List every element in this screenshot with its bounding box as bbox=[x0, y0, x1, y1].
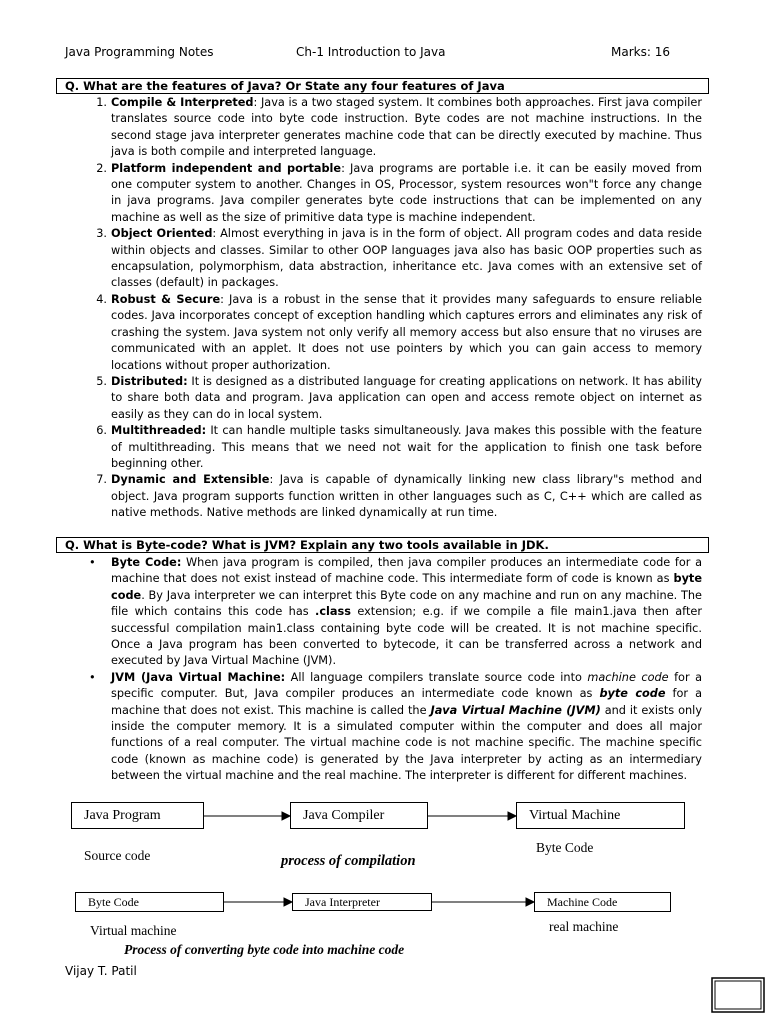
item-term: Object Oriented bbox=[111, 227, 213, 241]
item-number: 3. bbox=[96, 227, 107, 241]
item-text: : Java is a two staged system. It combines both approaches. First java compiler translates source code into byte code instruction. Byte codes are not machine instructions. In the second stage java interpreter generates machine code that can be directly executed by machine. Thus java is both compile and interpreted language. bbox=[111, 96, 702, 159]
footer-author: Vijay T. Patil bbox=[65, 964, 137, 978]
caption-process-of-compilation: process of compilation bbox=[281, 853, 416, 869]
question-1-title: Q. What are the features of Java? Or State any four features of Java bbox=[56, 78, 709, 94]
page-corner-icon bbox=[710, 972, 766, 1016]
item-text: for a machine that does not exist. This machine is called the bbox=[111, 687, 702, 717]
item-bold-italic: byte code bbox=[599, 687, 666, 701]
item-term: Compile & Interpreted bbox=[111, 96, 254, 109]
caption-converting-byte-code: Process of converting byte code into machine code bbox=[124, 942, 405, 957]
label-real-machine: real machine bbox=[549, 919, 619, 934]
arrow-1-head bbox=[282, 812, 290, 820]
header-left: Java Programming Notes bbox=[65, 45, 214, 59]
arrow-3-head bbox=[284, 898, 292, 906]
item-text: When java program is compiled, then java compiler produces an intermediate code for a machine that does not exist instead of machine code. This intermediate form of code is known as bbox=[111, 556, 702, 586]
arrow-4-head bbox=[526, 898, 534, 906]
header-right: Marks: 16 bbox=[611, 45, 670, 59]
item-bold: byte code bbox=[111, 572, 702, 602]
label-source-code: Source code bbox=[84, 848, 151, 863]
item-term: Byte Code: bbox=[111, 556, 182, 569]
item-text: It is designed as a distributed language for creating applications on network. It has ability to share both data and program. Java application can open and access remote object on internet as easily as they can do in local system. bbox=[111, 374, 702, 421]
item-bold: .class bbox=[315, 605, 351, 619]
item-term: Distributed: bbox=[111, 374, 188, 388]
question-2-title: Q. What is Byte-code? What is JVM? Explain any two tools available in JDK. bbox=[56, 537, 709, 553]
item-term: JVM (Java Virtual Machine: bbox=[111, 670, 286, 684]
item-text: and it exists only inside the computer memory. It is a simulated computer within the computer and does all major functions of a real computer. The virtual machine code is not machine specific. The machine specific code (known as machine code) is generated by the Java interpreter by acting as an intermediary between the virtual machine and the real machine. The interpreter is different for different machines. bbox=[111, 703, 703, 783]
item-number: 5. bbox=[96, 374, 107, 388]
label-byte-code: Byte Code bbox=[536, 840, 594, 855]
item-text: : Java is capable of dynamically linking new class library"s method and object. Java program supports function written in other languages such as C, C++ which are called as native methods. Native methods are linked dynamically at run time. bbox=[111, 473, 702, 520]
item-bold-italic: Java Virtual Machine (JVM) bbox=[430, 703, 601, 717]
arrow-2-head bbox=[508, 812, 516, 820]
bullet-icon: • bbox=[89, 670, 96, 684]
item-number: 4. bbox=[96, 292, 107, 306]
item-text: It can handle multiple tasks simultaneously. Java makes this possible with the feature of multithreading. This means that we need not wait for the application to finish one task before beginning other. bbox=[111, 424, 702, 470]
diagram-box-machine-code: Machine Code bbox=[534, 892, 671, 912]
item-text: : Java programs are portable i.e. it can be easily moved from one computer system to another. Changes in OS, Processor, system resources won"t force any change in java programs. Java compiler generates byte code instructions that can be implemented on any machine as well as the size of primitive data type is machine independent. bbox=[111, 161, 703, 224]
header-center: Ch-1 Introduction to Java bbox=[296, 45, 446, 59]
item-text: : Almost everything in java is in the form of object. All program codes and data reside within objects and classes. Similar to other OOP languages java also has basic OOP properties such as encapsulation, polymorphism, data abstraction, inheritance etc. Java comes with an extensive set of classes (default) in packages. bbox=[111, 227, 702, 290]
item-number: 6. bbox=[96, 424, 107, 438]
diagram-box-byte-code: Byte Code bbox=[75, 892, 224, 912]
item-term: Multithreaded: bbox=[111, 424, 207, 438]
diagram-box-java-interpreter: Java Interpreter bbox=[292, 893, 432, 911]
item-term: Dynamic and Extensible bbox=[111, 473, 270, 487]
item-term: Robust & Secure bbox=[111, 292, 221, 306]
item-number: 1. bbox=[96, 96, 107, 109]
item-text: for a specific computer. But, Java compiler produces an intermediate code known as bbox=[111, 670, 702, 701]
item-number: 7. bbox=[96, 473, 107, 487]
item-italic: machine code bbox=[587, 670, 669, 684]
bullet-icon: • bbox=[89, 556, 96, 569]
item-term: Platform independent and portable bbox=[111, 161, 342, 175]
diagram-box-virtual-machine: Virtual Machine bbox=[516, 802, 685, 829]
item-text: extension; e.g. if we compile a file main1.java then after successful compilation main1.class containing byte code will be created. It is not machine specific. Once a Java program has been converted to bytecode, it can be transferred across a network and executed by Java Virtual Machine (JVM). bbox=[111, 605, 702, 668]
item-text: : Java is a robust in the sense that it provides many safeguards to ensure reliable codes. Java incorporates concept of exception handling which captures errors and eliminates any risk of crashing the system. Java system not only verify all memory access but also ensure that no viruses are communicated with an applet. It does not use pointers by which you can gain access to memory locations without proper authorization. bbox=[111, 292, 702, 372]
label-virtual-machine: Virtual machine bbox=[90, 923, 177, 938]
item-text: All language compilers translate source code into bbox=[285, 670, 588, 684]
item-text: . By Java interpreter we can interpret this Byte code on any machine and run on any machine. The file which contains this code has bbox=[111, 588, 702, 619]
diagram-box-java-program: Java Program bbox=[71, 802, 204, 829]
item-number: 2. bbox=[96, 161, 107, 175]
diagram-box-java-compiler: Java Compiler bbox=[290, 802, 428, 829]
